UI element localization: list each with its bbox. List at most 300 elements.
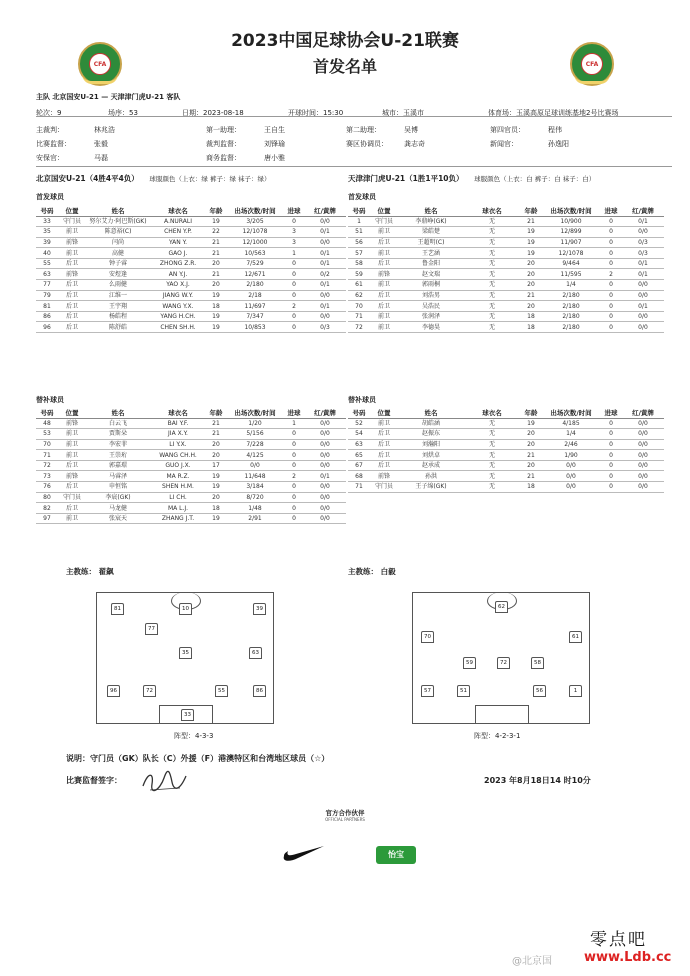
official-label: 赛区协调员：: [346, 140, 388, 148]
round: 轮次：9: [36, 109, 62, 117]
table-cell: 71: [348, 482, 370, 493]
table-cell: 2/91: [226, 513, 284, 524]
table-cell: 王子绵(GK): [398, 482, 464, 493]
home-subs-label: 替补球员: [36, 396, 64, 404]
table-cell: 53: [36, 429, 58, 440]
table-row: [348, 450, 664, 461]
table-cell: 前卫: [58, 248, 86, 259]
table-cell: 1: [284, 248, 304, 259]
table-row: [348, 258, 664, 269]
table-cell: 12/671: [226, 269, 284, 280]
player-shirt-icon: 77: [145, 623, 158, 635]
table-cell: 陈意裕(C): [86, 227, 150, 238]
table-cell: 王崇珩: [86, 450, 150, 461]
table-cell: 0: [600, 471, 622, 482]
table-cell: 20: [520, 301, 542, 312]
table-cell: 0/3: [622, 237, 664, 248]
table-cell: 21: [520, 290, 542, 301]
page-subtitle: 首发名单: [312, 57, 377, 76]
table-cell: 3/184: [226, 482, 284, 493]
table-cell: 19: [206, 311, 226, 322]
table-cell: 71: [36, 450, 58, 461]
table-cell: 20: [206, 450, 226, 461]
table-cell: 0/0: [542, 482, 600, 493]
table-cell: 1/48: [226, 503, 284, 514]
table-cell: 0/0: [622, 482, 664, 493]
table-cell: 0/1: [304, 471, 346, 482]
player-shirt-icon: 35: [179, 647, 192, 659]
site-watermark-url: www.Ldb.cc: [584, 950, 672, 965]
player-shirt-icon: 62: [495, 601, 508, 613]
table-cell: 19: [206, 290, 226, 301]
table-cell: 0: [600, 280, 622, 291]
table-cell: 无: [464, 216, 520, 227]
table-header: [36, 408, 346, 418]
table-row: [36, 439, 346, 450]
table-row: [348, 429, 664, 440]
cfa-logo-text: CFA: [581, 53, 603, 75]
table-cell: 贾斯朵: [86, 429, 150, 440]
table-cell: 62: [348, 290, 370, 301]
table-cell: 赵振东: [398, 429, 464, 440]
table-cell: 0/0: [542, 471, 600, 482]
table-cell: 0: [600, 429, 622, 440]
nike-swoosh-icon: [282, 842, 326, 864]
official-name: 刘锋瑜: [264, 140, 285, 148]
table-cell: 0/1: [304, 248, 346, 259]
table-cell: BAI Y.F.: [150, 418, 206, 429]
table-cell: 0/0: [304, 418, 346, 429]
table-cell: 无: [464, 248, 520, 259]
away-team-title: 天津津门虎U-21（1胜1平10负）: [348, 174, 464, 183]
table-cell: 王艺涵: [398, 248, 464, 259]
table-cell: 守门员: [58, 492, 86, 503]
table-cell: 33: [36, 216, 58, 227]
table-cell: ZHANG J.T.: [150, 513, 206, 524]
column-header: 出场次数/时间: [542, 408, 600, 418]
partners-title: 官方合作伙伴: [325, 809, 365, 817]
table-cell: 0: [600, 439, 622, 450]
table-cell: 0/0: [304, 503, 346, 514]
table-header: [36, 206, 346, 216]
table-cell: 郭雨桐: [398, 280, 464, 291]
table-row: [348, 290, 664, 301]
table-cell: 21: [520, 450, 542, 461]
table-cell: 0/0: [622, 450, 664, 461]
table-cell: 2/46: [542, 439, 600, 450]
table-row: [36, 216, 346, 227]
official-name: 程伟: [548, 126, 562, 134]
table-cell: 3/205: [226, 216, 284, 227]
table-row: [36, 280, 346, 291]
table-row: [36, 311, 346, 322]
table-cell: 0: [600, 460, 622, 471]
table-cell: 0: [600, 450, 622, 461]
column-header: 进球: [284, 408, 304, 418]
table-cell: 申恒铭: [86, 482, 150, 493]
table-cell: 0: [284, 322, 304, 333]
table-row: [36, 503, 346, 514]
table-cell: 12/1078: [542, 248, 600, 259]
column-header: 红/黄牌: [622, 408, 664, 418]
table-cell: 2: [600, 269, 622, 280]
venue: 体育场：玉溪高原足球训练基地2号比赛场: [488, 109, 619, 117]
column-header: 号码: [348, 206, 370, 216]
table-cell: 11/648: [226, 471, 284, 482]
divider: [36, 166, 672, 167]
table-cell: WANG Y.X.: [150, 301, 206, 312]
table-row: [36, 227, 346, 238]
table-cell: 0/0: [622, 471, 664, 482]
table-cell: 0: [600, 290, 622, 301]
table-cell: 10/563: [226, 248, 284, 259]
table-cell: GAO J.: [150, 248, 206, 259]
away-coach: 主教练： 白毅: [348, 567, 396, 576]
table-cell: 0: [284, 311, 304, 322]
home-pitch: [96, 592, 274, 724]
table-cell: 钟子睿: [86, 258, 150, 269]
table-cell: 0: [600, 301, 622, 312]
column-header: 位置: [58, 206, 86, 216]
table-cell: 0: [284, 280, 304, 291]
table-cell: 李鼎峥(GK): [398, 216, 464, 227]
player-shirt-icon: 63: [249, 647, 262, 659]
away-team-head: [348, 173, 595, 184]
table-cell: 57: [348, 248, 370, 259]
column-header: 号码: [36, 206, 58, 216]
column-header: 位置: [370, 206, 398, 216]
official-label: 第一助理：: [206, 126, 241, 134]
table-cell: 杨皓程: [86, 311, 150, 322]
player-shirt-icon: 81: [111, 603, 124, 615]
table-cell: 努尔艾力·阿巴斯(GK): [86, 216, 150, 227]
table-cell: 前卫: [58, 513, 86, 524]
table-cell: 0/0: [622, 311, 664, 322]
official-label: 安保官：: [36, 154, 64, 162]
away-starters-label: 首发球员: [348, 193, 376, 201]
teams-line: 主队 北京国安U-21 — 天津津门虎U-21 客队: [36, 93, 181, 101]
table-cell: 3: [284, 227, 304, 238]
table-cell: 0/3: [622, 248, 664, 259]
table-cell: 9/464: [542, 258, 600, 269]
table-cell: 江维一: [86, 290, 150, 301]
table-cell: 胡皓涵: [398, 418, 464, 429]
table-cell: 后卫: [370, 429, 398, 440]
table-cell: 后卫: [370, 460, 398, 471]
table-cell: 0/0: [622, 227, 664, 238]
table-cell: 后卫: [58, 311, 86, 322]
table-cell: 0/0: [304, 237, 346, 248]
table-cell: 20: [206, 439, 226, 450]
table-cell: 18: [520, 482, 542, 493]
table-cell: 安煜逢: [86, 269, 150, 280]
home-team-head: [36, 173, 271, 184]
table-cell: 前卫: [370, 280, 398, 291]
table-cell: 后卫: [58, 290, 86, 301]
table-cell: 无: [464, 429, 520, 440]
table-cell: 无: [464, 418, 520, 429]
table-cell: 5/156: [226, 429, 284, 440]
table-cell: 19: [206, 513, 226, 524]
table-cell: 79: [36, 290, 58, 301]
table-cell: 59: [348, 269, 370, 280]
table-cell: 0: [600, 311, 622, 322]
column-header: 号码: [348, 408, 370, 418]
table-cell: 19: [206, 216, 226, 227]
table-cell: AN Y.J.: [150, 269, 206, 280]
table-cell: 1/20: [226, 418, 284, 429]
weibo-watermark: @北京国: [512, 956, 552, 967]
table-cell: 守门员: [370, 216, 398, 227]
column-header: 年龄: [520, 408, 542, 418]
table-cell: 0/1: [622, 301, 664, 312]
table-cell: 1/4: [542, 429, 600, 440]
away-formation: 阵型：4-2-3-1: [474, 732, 521, 740]
table-cell: 0/0: [622, 460, 664, 471]
table-row: [348, 322, 664, 333]
table-cell: CHEN Y.P.: [150, 227, 206, 238]
table-cell: 0/0: [304, 460, 346, 471]
table-cell: 54: [348, 429, 370, 440]
table-cell: 7/347: [226, 311, 284, 322]
table-cell: 2/180: [542, 322, 600, 333]
table-cell: 77: [36, 280, 58, 291]
home-starters-label: 首发球员: [36, 193, 64, 201]
table-cell: 后卫: [58, 503, 86, 514]
player-shirt-icon: 55: [215, 685, 228, 697]
column-header: 红/黄牌: [304, 408, 346, 418]
away-starters-table: [348, 206, 664, 333]
table-cell: 前锋: [58, 418, 86, 429]
table-cell: YAN Y.: [150, 237, 206, 248]
away-subs-table: [348, 408, 664, 493]
table-cell: 赵文瑞: [398, 269, 464, 280]
column-header: 进球: [600, 408, 622, 418]
table-cell: 19: [206, 322, 226, 333]
city: 城市：玉溪市: [382, 109, 424, 117]
table-cell: 97: [36, 513, 58, 524]
table-cell: 20: [206, 280, 226, 291]
table-cell: 2: [284, 301, 304, 312]
table-cell: 前卫: [370, 227, 398, 238]
table-cell: 21: [206, 237, 226, 248]
table-cell: 马睿泽: [86, 471, 150, 482]
player-shirt-icon: 57: [421, 685, 434, 697]
table-cell: 0: [284, 460, 304, 471]
table-row: [36, 482, 346, 493]
player-shirt-icon: 86: [253, 685, 266, 697]
table-cell: 71: [348, 311, 370, 322]
table-cell: 0/0: [304, 482, 346, 493]
table-cell: 20: [520, 439, 542, 450]
table-cell: 18: [206, 503, 226, 514]
table-row: [348, 237, 664, 248]
table-cell: 2/180: [542, 301, 600, 312]
table-cell: 0/1: [622, 269, 664, 280]
column-header: 位置: [58, 408, 86, 418]
table-cell: 白云飞: [86, 418, 150, 429]
table-cell: 0: [284, 513, 304, 524]
official-name: 唐小雅: [264, 154, 285, 162]
table-cell: 0/0: [622, 418, 664, 429]
table-cell: 55: [36, 258, 58, 269]
table-row: [348, 280, 664, 291]
table-cell: 前锋: [58, 237, 86, 248]
column-header: 进球: [600, 206, 622, 216]
player-shirt-icon: 72: [143, 685, 156, 697]
table-cell: 0/0: [304, 429, 346, 440]
table-cell: 鲁金阳: [398, 258, 464, 269]
player-shirt-icon: 58: [531, 657, 544, 669]
table-cell: 后卫: [58, 460, 86, 471]
table-cell: 0: [284, 429, 304, 440]
table-cell: A.NURALI: [150, 216, 206, 227]
table-cell: 0/0: [304, 513, 346, 524]
table-cell: 前卫: [370, 311, 398, 322]
table-cell: 张宸天: [86, 513, 150, 524]
table-cell: 11/697: [226, 301, 284, 312]
table-cell: MA L.J.: [150, 503, 206, 514]
match-date: 日期：2023-08-18: [182, 109, 244, 117]
penalty-box: [475, 705, 529, 723]
match-no: 场序：53: [108, 109, 138, 117]
table-cell: 61: [348, 280, 370, 291]
cfa-logo-text: CFA: [89, 53, 111, 75]
column-header: 号码: [36, 408, 58, 418]
table-cell: 前锋: [58, 269, 86, 280]
table-cell: 1/90: [542, 450, 600, 461]
table-cell: 0/0: [622, 439, 664, 450]
home-kit-colors: 球服颜色（上衣：绿 裤子：绿 袜子：绿）: [149, 175, 271, 183]
column-header: 姓名: [86, 408, 150, 418]
player-shirt-icon: 39: [253, 603, 266, 615]
table-cell: 马龙健: [86, 503, 150, 514]
table-cell: 18: [206, 301, 226, 312]
player-shirt-icon: 10: [179, 603, 192, 615]
table-cell: 0/1: [622, 216, 664, 227]
table-cell: 48: [36, 418, 58, 429]
table-cell: 70: [36, 439, 58, 450]
table-cell: 0: [600, 418, 622, 429]
table-cell: 11/595: [542, 269, 600, 280]
table-cell: 19: [520, 418, 542, 429]
table-cell: LI Y.X.: [150, 439, 206, 450]
table-cell: 0: [284, 439, 304, 450]
column-header: 姓名: [86, 206, 150, 216]
table-cell: 21: [206, 418, 226, 429]
table-row: [36, 460, 346, 471]
table-cell: JIA X.Y.: [150, 429, 206, 440]
column-header: 出场次数/时间: [542, 206, 600, 216]
table-cell: ZHONG Z.R.: [150, 258, 206, 269]
player-shirt-icon: 59: [463, 657, 476, 669]
table-cell: 刘浩男: [398, 290, 464, 301]
table-cell: 无: [464, 280, 520, 291]
table-cell: 无: [464, 471, 520, 482]
table-cell: 无: [464, 237, 520, 248]
table-cell: 无: [464, 482, 520, 493]
table-cell: 无: [464, 258, 520, 269]
table-cell: 孙洪: [398, 471, 464, 482]
table-cell: 76: [36, 482, 58, 493]
table-cell: 19: [520, 227, 542, 238]
official-name: 孙逸阳: [548, 140, 569, 148]
table-cell: 0/1: [304, 227, 346, 238]
table-cell: 19: [520, 248, 542, 259]
player-shirt-icon: 96: [107, 685, 120, 697]
table-cell: 4/185: [542, 418, 600, 429]
table-cell: 0: [284, 503, 304, 514]
table-cell: 0: [600, 482, 622, 493]
table-cell: 前卫: [58, 450, 86, 461]
table-cell: 51: [348, 227, 370, 238]
table-cell: 40: [36, 248, 58, 259]
table-cell: 12/1078: [226, 227, 284, 238]
table-cell: 2: [284, 471, 304, 482]
table-cell: 前卫: [370, 248, 398, 259]
table-cell: GUO J.X.: [150, 460, 206, 471]
column-header: 出场次数/时间: [226, 206, 284, 216]
home-coach: 主教练： 翟飙: [66, 567, 114, 576]
table-cell: 21: [520, 471, 542, 482]
official-label: 新闻官：: [490, 140, 518, 148]
table-row: [36, 429, 346, 440]
table-cell: 68: [348, 471, 370, 482]
table-row: [348, 216, 664, 227]
column-header: 球衣名: [464, 408, 520, 418]
table-cell: 0: [284, 482, 304, 493]
table-cell: 0/0: [304, 450, 346, 461]
table-row: [36, 450, 346, 461]
table-cell: 刘烘卓: [398, 450, 464, 461]
table-cell: 20: [520, 280, 542, 291]
legend-note: 说明：守门员（GK）队长（C）外援（F）港澳特区和台湾地区球员（☆）: [66, 754, 330, 763]
table-row: [348, 471, 664, 482]
table-cell: 无: [464, 450, 520, 461]
table-cell: 前卫: [370, 322, 398, 333]
table-row: [36, 248, 346, 259]
table-cell: 守门员: [370, 482, 398, 493]
player-shirt-icon: 56: [533, 685, 546, 697]
sponsor-logo-yibao: 怡宝: [376, 846, 416, 864]
table-cell: 李宸(GK): [86, 492, 150, 503]
table-header: [348, 206, 664, 216]
table-cell: 19: [520, 237, 542, 248]
away-subs-label: 替补球员: [348, 396, 376, 404]
table-cell: 郭嘉璟: [86, 460, 150, 471]
table-cell: 0: [284, 290, 304, 301]
table-cell: 0: [284, 450, 304, 461]
table-cell: 3: [284, 237, 304, 248]
table-cell: 吴浩民: [398, 301, 464, 312]
divider: [36, 116, 672, 117]
table-cell: MA R.Z.: [150, 471, 206, 482]
official-name: 林兆浩: [94, 126, 115, 134]
table-cell: 0: [600, 248, 622, 259]
table-cell: 0: [600, 237, 622, 248]
table-row: [348, 482, 664, 493]
official-name: 龚志奇: [404, 140, 425, 148]
table-row: [348, 418, 664, 429]
table-row: [36, 269, 346, 280]
table-cell: 63: [348, 439, 370, 450]
table-cell: 0/0: [542, 460, 600, 471]
table-cell: 0/0: [226, 460, 284, 471]
table-cell: 后卫: [58, 482, 86, 493]
table-cell: 7/529: [226, 258, 284, 269]
table-cell: 0/1: [304, 258, 346, 269]
table-cell: 8/720: [226, 492, 284, 503]
